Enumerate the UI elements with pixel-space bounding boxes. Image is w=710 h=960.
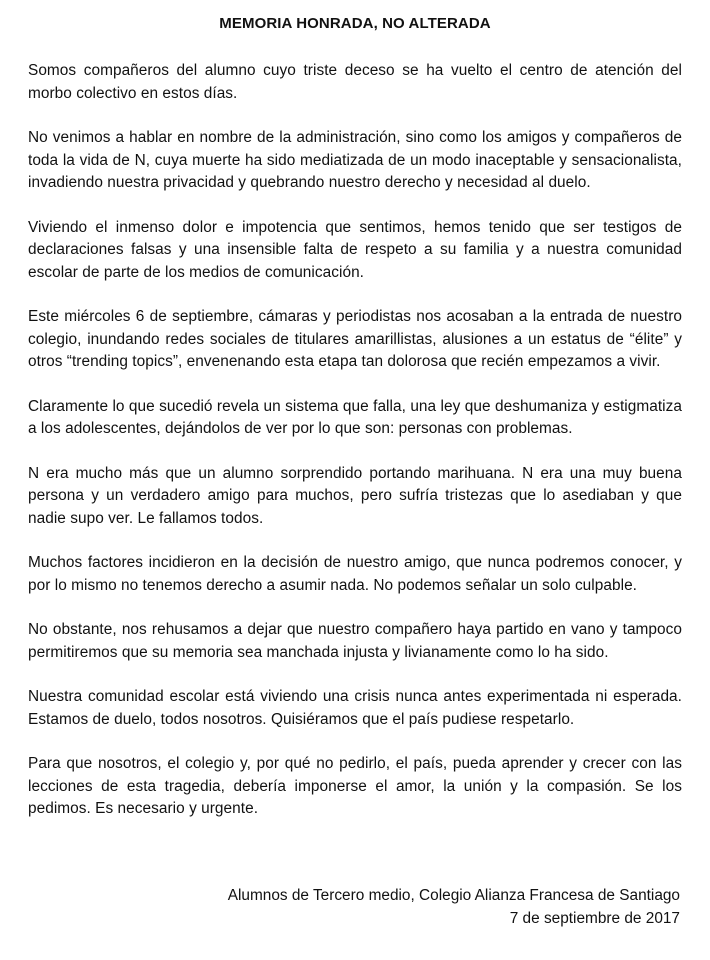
paragraph-9: Nuestra comunidad escolar está viviendo una crisis nunca antes experimentada ni esperada. Estamos de duelo, todos nosotros. Quisiéramos que el país pudiese respetarlo. [28,688,682,728]
paragraph-5: Claramente lo que sucedió revela un sistema que falla, una ley que deshumaniza y estigmatiza a los adolescentes, dejándolos de ver por lo que son: personas con problemas. [28,397,682,437]
paragraph-3: Viviendo el inmenso dolor e impotencia que sentimos, hemos tenido que ser testigos de declaraciones falsas y una insensible falta de respeto a su familia y a nuestra comunidad escolar de parte de los medios de comunicación. [28,218,682,281]
paragraph-7: Muchos factores incidieron en la decisión de nuestro amigo, que nunca podremos conocer, y por lo mismo no tenemos derecho a asumir nada. No podemos señalar un solo culpable. [28,554,682,594]
document-title: MEMORIA HONRADA, NO ALTERADA [219,15,491,32]
paragraph-6: N era mucho más que un alumno sorprendido portando marihuana. N era una muy buena persona y un verdadero amigo para muchos, pero sufría tristezas que lo asediaban y que nadie supo ver. Le fallamos todos. [28,464,682,527]
paragraph-10: Para que nosotros, el colegio y, por qué no pedirlo, el país, pueda aprender y crecer con las lecciones de esta tragedia, debería imponerse el amor, la unión y la compasión. Se los pedimos. Es necesario y urgente. [28,755,682,817]
signature-authors: Alumnos de Tercero medio, Colegio Alianza Francesa de Santiago [227,887,680,904]
signature-block [228,885,680,930]
paragraph-4: Este miércoles 6 de septiembre, cámaras y periodistas nos acosaban a la entrada de nuestro colegio, inundando redes sociales de titulares amarillistas, alusiones a un estatus de “élite” y otros “trending topics”, envenenando esta etapa tan dolorosa que recién empezamos a vivir. [28,308,682,370]
signature-date: 7 de septiembre de 2017 [509,909,680,927]
paragraph-1: Somos compañeros del alumno cuyo triste deceso se ha vuelto el centro de atención del morbo colectivo en estos días. [28,62,682,102]
paragraph-8: No obstante, nos rehusamos a dejar que nuestro compañero haya partido en vano y tampoco permitiremos que su memoria sea manchada injusta y livianamente como lo ha sido. [28,621,682,661]
paragraph-2: No venimos a hablar en nombre de la administración, sino como los amigos y compañeros de toda la vida de N, cuya muerte ha sido mediatizada de un modo inaceptable y sensacionalista, invadiendo nuestra privacidad y quebrando nuestro derecho y necesidad al duelo. [28,129,682,191]
